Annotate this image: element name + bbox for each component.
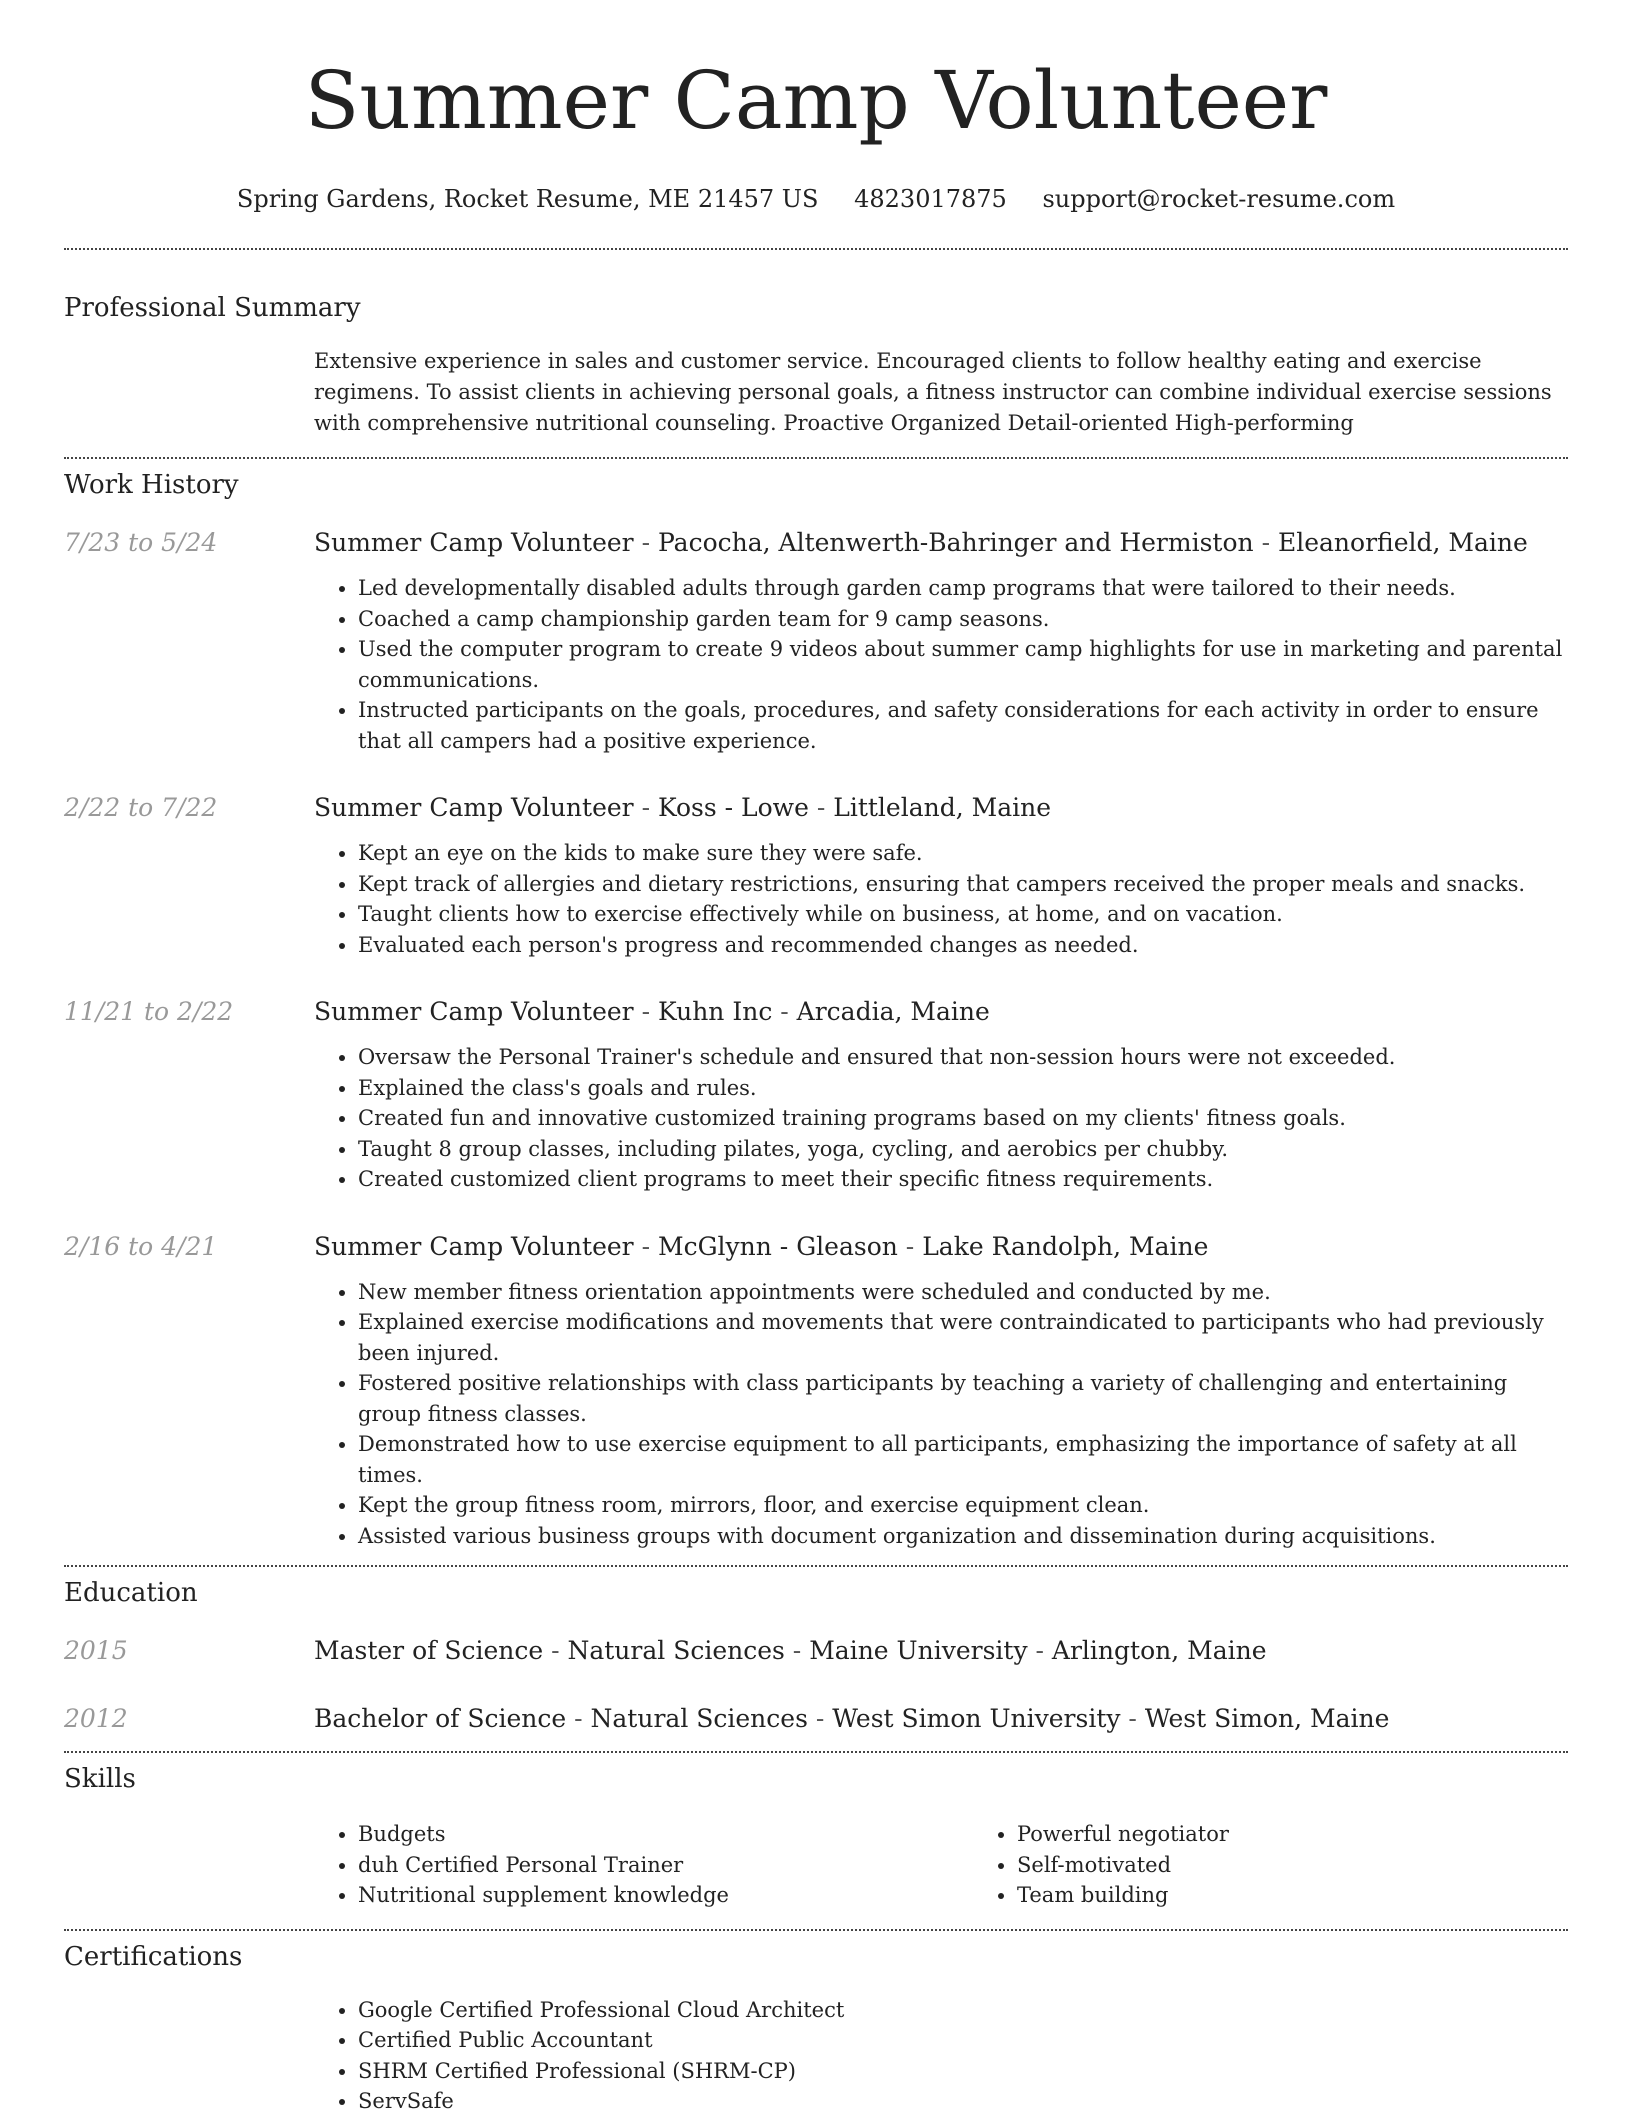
summary-text: Extensive experience in sales and customer service. Encouraged clients to follow healthy eating and exercise regimens. To assist clients in achieving personal goals, a fitness instructor can combine individual exercise sessions with comprehensive nutritional counseling. Proactive Organized Detail-oriented High-performing (314, 349, 1552, 435)
job-bullets (314, 1042, 1568, 1195)
skill-item: • Self-motivated (1017, 1850, 1632, 1881)
section-title-work: Work History (64, 470, 239, 500)
job-bullet: • Taught clients how to exercise effectively while on business, at home, and on vacation. (358, 899, 1568, 930)
job-location: Lake Randolph, Maine (922, 1231, 1209, 1261)
job-role: Summer Camp Volunteer (314, 1231, 634, 1261)
job-bullet: • Explained exercise modifications and movements that were contraindicated to participants who had previously been injured. (358, 1307, 1568, 1368)
education-field: Natural Sciences (590, 1704, 808, 1733)
education-year: 2012 (64, 1704, 128, 1733)
job-dates: 2/16 to 4/21 (64, 1231, 218, 1261)
job-title: Summer Camp Volunteer - Pacocha, Altenwerth-Bahringer and Hermiston - Eleanorfield, Maine (314, 528, 1528, 557)
job-bullet: • Instructed participants on the goals, procedures, and safety considerations for each activity in order to ensure that all campers had a positive experience. (358, 695, 1568, 756)
education-school: West Simon University (832, 1704, 1121, 1733)
job-bullet: • New member fitness orientation appointments were scheduled and conducted by me. (358, 1277, 1568, 1308)
contact-phone: 4823017875 (854, 185, 1007, 213)
education-year: 2015 (64, 1636, 128, 1665)
job-bullet: • Explained the class's goals and rules. (358, 1073, 1568, 1104)
job-title: Summer Camp Volunteer - Kuhn Inc - Arcadia, Maine (314, 997, 990, 1026)
job-company: Pacocha, Altenwerth-Bahringer and Hermiston (657, 528, 1254, 557)
job-role: Summer Camp Volunteer (314, 793, 634, 822)
skill-item: • Powerful negotiator (1017, 1819, 1632, 1850)
job-bullet: • Kept an eye on the kids to make sure they were safe. (358, 838, 1568, 869)
job-title: Summer Camp Volunteer - McGlynn - Gleason - Lake Randolph, Maine (314, 1231, 1209, 1261)
job-location: Littleland, Maine (833, 793, 1051, 822)
education-field: Natural Sciences (567, 1636, 785, 1665)
education-entry (64, 1635, 1568, 1667)
job-bullet: • Fostered positive relationships with class participants by teaching a variety of challenging and entertaining group fitness classes. (358, 1368, 1568, 1429)
job-entry (64, 996, 1568, 1195)
job-bullet: • Taught 8 group classes, including pilates, yoga, cycling, and aerobics per chubby. (358, 1134, 1568, 1165)
job-bullets (314, 838, 1568, 960)
divider (64, 1565, 1568, 1567)
certifications-list (314, 1995, 1568, 2117)
job-dates: 2/22 to 7/22 (64, 793, 218, 822)
contact-address: Spring Gardens, Rocket Resume, ME 21457 US (236, 185, 819, 213)
job-bullet: • Demonstrated how to use exercise equipment to all participants, emphasizing the importance of safety at all times. (358, 1429, 1568, 1490)
job-bullets (314, 1277, 1568, 1552)
job-entry (64, 1231, 1568, 1552)
skills-list-column-2 (973, 1819, 1632, 1911)
divider (64, 248, 1568, 250)
job-company: McGlynn - Gleason (657, 1231, 898, 1261)
summary-row (64, 346, 1568, 439)
section-title-skills: Skills (64, 1764, 136, 1794)
education-degree: Master of Science (314, 1636, 544, 1665)
job-bullet: • Coached a camp championship garden team for 9 camp seasons. (358, 604, 1568, 635)
job-bullet: • Kept track of allergies and dietary restrictions, ensuring that campers received the proper meals and snacks. (358, 869, 1568, 900)
job-entry (64, 527, 1568, 756)
education-degree: Bachelor of Science (314, 1704, 567, 1733)
job-bullets (314, 573, 1568, 756)
job-role: Summer Camp Volunteer (314, 528, 634, 557)
job-bullet: • Created customized client programs to meet their specific fitness requirements. (358, 1164, 1568, 1195)
contact-line (64, 184, 1568, 214)
certifications-row (64, 1995, 1568, 2117)
certification-item: • Google Certified Professional Cloud Architect (358, 1995, 1568, 2026)
job-entry (64, 792, 1568, 960)
certification-item: • ServSafe (358, 2086, 1568, 2117)
skills-row (64, 1819, 1568, 1911)
job-bullet: • Oversaw the Personal Trainer's schedule and ensured that non-session hours were not exceeded. (358, 1042, 1568, 1073)
certification-item: • Certified Public Accountant (358, 2025, 1568, 2056)
skills-list-column-1 (314, 1819, 973, 1911)
contact-email: support@rocket-resume.com (1042, 185, 1396, 213)
job-bullet: • Kept the group fitness room, mirrors, floor, and exercise equipment clean. (358, 1490, 1568, 1521)
divider (64, 457, 1568, 459)
job-bullet: • Evaluated each person's progress and recommended changes as needed. (358, 930, 1568, 961)
skill-item: • duh Certified Personal Trainer (358, 1850, 973, 1881)
job-location: Arcadia, Maine (796, 997, 990, 1026)
job-bullet: • Used the computer program to create 9 videos about summer camp highlights for use in marketing and parental communications. (358, 634, 1568, 695)
job-dates: 7/23 to 5/24 (64, 528, 218, 557)
job-dates: 11/21 to 2/22 (64, 997, 234, 1026)
job-bullet: • Created fun and innovative customized training programs based on my clients' fitness goals. (358, 1103, 1568, 1134)
education-location: Arlington, Maine (1051, 1636, 1267, 1665)
job-title: Summer Camp Volunteer - Koss - Lowe - Littleland, Maine (314, 793, 1051, 822)
job-location: Eleanorfield, Maine (1277, 528, 1528, 557)
skill-item: • Budgets (358, 1819, 973, 1850)
job-company: Kuhn Inc (657, 997, 773, 1026)
divider (64, 1929, 1568, 1931)
job-role: Summer Camp Volunteer (314, 997, 634, 1026)
education-title: Bachelor of Science - Natural Sciences - West Simon University - West Simon, Maine (314, 1704, 1390, 1733)
resume-page (64, 0, 1568, 2117)
resume-name: Summer Camp Volunteer (304, 54, 1328, 147)
education-title: Master of Science - Natural Sciences - Maine University - Arlington, Maine (314, 1636, 1267, 1665)
job-bullet: • Led developmentally disabled adults through garden camp programs that were tailored to their needs. (358, 573, 1568, 604)
section-title-education: Education (64, 1578, 198, 1608)
skill-item: • Team building (1017, 1880, 1632, 1911)
education-school: Maine University (809, 1636, 1028, 1665)
job-bullet: • Assisted various business groups with document organization and dissemination during acquisitions. (358, 1521, 1568, 1552)
section-title-certifications: Certifications (64, 1941, 243, 1972)
job-company: Koss - Lowe (657, 793, 809, 822)
divider (64, 1751, 1568, 1753)
skill-item: • Nutritional supplement knowledge (358, 1880, 973, 1911)
certification-item: • SHRM Certified Professional (SHRM-CP) (358, 2056, 1568, 2087)
education-entry (64, 1703, 1568, 1735)
education-location: West Simon, Maine (1144, 1704, 1390, 1733)
section-title-summary: Professional Summary (64, 293, 361, 323)
